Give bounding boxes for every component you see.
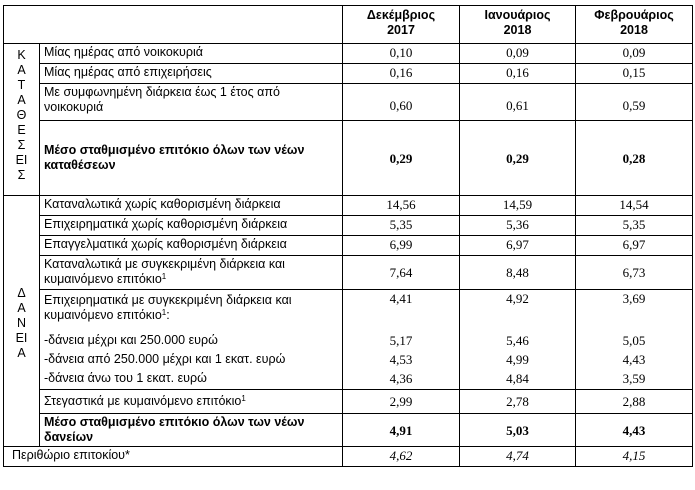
loans-side-label: Δ Α Ν ΕΙ Α <box>4 196 40 447</box>
cell-value: 0,16 <box>460 64 576 84</box>
cell-value: 4,43 <box>576 351 693 370</box>
row-label: Επαγγελματικά χωρίς καθορισμένη διάρκεια <box>40 236 343 256</box>
cell-value: 6,97 <box>460 236 576 256</box>
cell-value: 0,10 <box>343 44 460 64</box>
cell-value: 4,62 <box>343 447 460 467</box>
cell-value: 14,56 <box>343 196 460 216</box>
cell-value: 7,64 <box>343 256 460 290</box>
row-label: -δάνεια άνω του 1 εκατ. ευρώ <box>40 370 343 390</box>
cell-value: 14,59 <box>460 196 576 216</box>
cell-value: 5,03 <box>460 414 576 447</box>
cell-value: 3,59 <box>576 370 693 390</box>
row-label: Καταναλωτικά με συγκεκριμένη διάρκεια και κυμαινόμενο επιτόκιο$^1$ <box>40 256 343 290</box>
cell-value: 0,59 <box>576 84 693 121</box>
table-row-interest-margin <box>4 447 693 467</box>
row-label: Μέσο σταθμισμένο επιτόκιο όλων των νέων καταθέσεων <box>40 121 343 196</box>
row-label: Στεγαστικά με κυμαινόμενο επιτόκιο$^1$ <box>40 390 343 414</box>
cell-value: 4,41 <box>343 290 460 332</box>
cell-value: 6,99 <box>343 236 460 256</box>
cell-value: 0,16 <box>343 64 460 84</box>
footnote-marker: 1 <box>241 394 246 403</box>
cell-value: 4,84 <box>460 370 576 390</box>
header-blank <box>4 6 343 44</box>
column-header-feb-2018: Φεβρουάριος 2018 <box>576 6 693 44</box>
cell-value: 0,09 <box>576 44 693 64</box>
row-label: -δάνεια μέχρι και 250.000 ευρώ <box>40 332 343 351</box>
cell-value: 5,17 <box>343 332 460 351</box>
cell-value: 0,60 <box>343 84 460 121</box>
cell-value: 6,97 <box>576 236 693 256</box>
cell-value: 4,99 <box>460 351 576 370</box>
cell-value: 0,29 <box>460 121 576 196</box>
table-row <box>4 390 693 414</box>
cell-value: 4,92 <box>460 290 576 332</box>
cell-value: 4,36 <box>343 370 460 390</box>
cell-value: 14,54 <box>576 196 693 216</box>
cell-value: 5,35 <box>576 216 693 236</box>
column-header-jan-2018: Ιανουάριος 2018 <box>460 6 576 44</box>
cell-value: 0,28 <box>576 121 693 196</box>
row-label: Μίας ημέρας από νοικοκυριά <box>40 44 343 64</box>
row-label: Επιχειρηματικά χωρίς καθορισμένη διάρκεια <box>40 216 343 236</box>
cell-value: 5,36 <box>460 216 576 236</box>
table-row <box>4 256 693 290</box>
row-label: Με συμφωνημένη διάρκεια έως 1 έτος από νοικοκυριά <box>40 84 343 121</box>
table-row-deposits-average <box>4 121 693 196</box>
cell-value: 8,48 <box>460 256 576 290</box>
cell-value: 5,35 <box>343 216 460 236</box>
cell-value: 0,09 <box>460 44 576 64</box>
cell-value: 0,61 <box>460 84 576 121</box>
table-row <box>4 332 693 351</box>
cell-value: 4,43 <box>576 414 693 447</box>
table-row <box>4 44 693 64</box>
cell-value: 2,99 <box>343 390 460 414</box>
cell-value: 6,73 <box>576 256 693 290</box>
cell-value: 4,15 <box>576 447 693 467</box>
table-row <box>4 290 693 332</box>
header-row <box>4 6 693 44</box>
cell-value: 0,29 <box>343 121 460 196</box>
deposits-side-label: Κ Α Τ Α Θ Ε Σ ΕΙ Σ <box>4 44 40 196</box>
row-label: Καταναλωτικά χωρίς καθορισμένη διάρκεια <box>40 196 343 216</box>
cell-value: 3,69 <box>576 290 693 332</box>
table-row <box>4 216 693 236</box>
cell-value: 5,05 <box>576 332 693 351</box>
table-row <box>4 84 693 121</box>
table-row <box>4 236 693 256</box>
cell-value: 2,88 <box>576 390 693 414</box>
table-row <box>4 196 693 216</box>
cell-value: 4,91 <box>343 414 460 447</box>
row-label: Περιθώριο επιτοκίου* <box>4 447 343 467</box>
table-row <box>4 370 693 390</box>
table-row <box>4 64 693 84</box>
footnote-marker: 1 <box>161 308 167 317</box>
interest-rates-table <box>3 5 693 467</box>
row-label: Μίας ημέρας από επιχειρήσεις <box>40 64 343 84</box>
cell-value: 4,53 <box>343 351 460 370</box>
row-label: Επιχειρηματικά με συγκεκριμένη διάρκεια και κυμαινόμενο επιτόκιο$^1$: <box>40 290 343 332</box>
row-label: Μέσο σταθμισμένο επιτόκιο όλων των νέων δανείων <box>40 414 343 447</box>
footnote-marker: 1 <box>161 272 167 281</box>
table-row-loans-average <box>4 414 693 447</box>
cell-value: 5,46 <box>460 332 576 351</box>
cell-value: 4,74 <box>460 447 576 467</box>
row-label: -δάνεια από 250.000 μέχρι και 1 εκατ. ευρώ <box>40 351 343 370</box>
column-header-dec-2017: Δεκέμβριος 2017 <box>343 6 460 44</box>
table-row <box>4 351 693 370</box>
cell-value: 0,15 <box>576 64 693 84</box>
cell-value: 2,78 <box>460 390 576 414</box>
